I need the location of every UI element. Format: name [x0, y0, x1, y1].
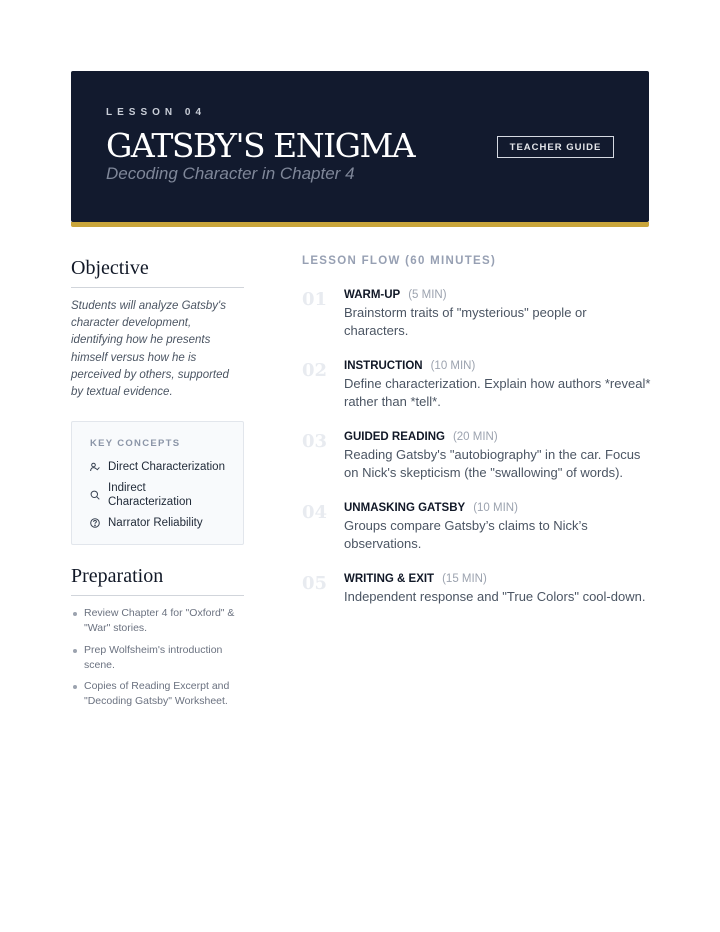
concept-label: Narrator Reliability — [108, 517, 203, 530]
key-concepts-label: KEY CONCEPTS — [90, 438, 181, 450]
header-accent-bar — [71, 222, 649, 227]
search-icon — [90, 490, 100, 500]
help-circle-icon — [90, 518, 100, 528]
concept-item — [90, 516, 231, 530]
step-duration: (10 MIN) — [473, 502, 518, 514]
key-concepts-card — [71, 421, 244, 545]
step-number: 02 — [302, 360, 328, 381]
step-description: Reading Gatsby's "autobiography" in the car. Focus on Nick's skepticism (the "swallowing" of words). — [344, 447, 641, 480]
step-description: Groups compare Gatsby’s claims to Nick’s observations. — [344, 518, 588, 551]
step-duration: (15 MIN) — [442, 573, 487, 585]
list-item: Review Chapter 4 for "Oxford" & "War" stories. — [71, 606, 244, 636]
step-name: WRITING & EXIT — [344, 573, 435, 585]
step-number: 04 — [302, 502, 328, 523]
list-item: Copies of Reading Excerpt and "Decoding Gatsby" Worksheet. — [71, 679, 244, 709]
preparation-heading: Preparation — [71, 563, 244, 596]
user-check-icon — [90, 462, 100, 472]
concept-item — [90, 460, 231, 474]
step-number: 01 — [302, 289, 328, 310]
objective-heading: Objective — [71, 255, 244, 288]
lesson-flow-label: LESSON FLOW (60 MINUTES) — [302, 255, 497, 267]
list-item: Prep Wolfsheim's introduction scene. — [71, 643, 244, 673]
lesson-flow — [302, 255, 652, 643]
lesson-step — [302, 288, 652, 340]
concept-label: Indirect Characterization — [108, 482, 192, 509]
step-number: 03 — [302, 431, 328, 452]
left-column — [71, 255, 244, 716]
step-number: 05 — [302, 573, 328, 594]
concept-item — [90, 481, 231, 509]
step-name: UNMASKING GATSBY — [344, 502, 466, 514]
lesson-header — [71, 71, 649, 222]
teacher-guide-button[interactable]: TEACHER GUIDE — [497, 136, 614, 158]
step-duration: (20 MIN) — [452, 431, 498, 443]
concept-label: Direct Characterization — [108, 461, 225, 474]
step-name: WARM-UP — [344, 289, 401, 301]
lesson-step — [302, 430, 652, 482]
page-title: GATSBY'S ENIGMA — [106, 126, 415, 165]
step-name: INSTRUCTION — [344, 360, 423, 372]
page-subtitle: Decoding Character in Chapter 4 — [106, 164, 355, 183]
step-description: Brainstorm traits of "mysterious" people or characters. — [344, 305, 587, 338]
lesson-number: LESSON 04 — [106, 107, 207, 118]
preparation-list — [71, 606, 244, 709]
objective-text: Students will analyze Gatsby's character development, identifying how he presents himself versus how he is perceived by others, supported by textual evidence. — [71, 300, 229, 399]
step-description: Independent response and "True Colors" cool-down. — [344, 589, 646, 604]
lesson-step — [302, 572, 652, 624]
step-duration: (5 MIN) — [408, 289, 447, 301]
lesson-step — [302, 359, 652, 411]
lesson-step — [302, 501, 652, 553]
step-duration: (10 MIN) — [430, 360, 476, 372]
step-name: GUIDED READING — [344, 431, 445, 443]
step-description: Define characterization. Explain how authors *reveal* rather than *tell*. — [344, 376, 651, 409]
